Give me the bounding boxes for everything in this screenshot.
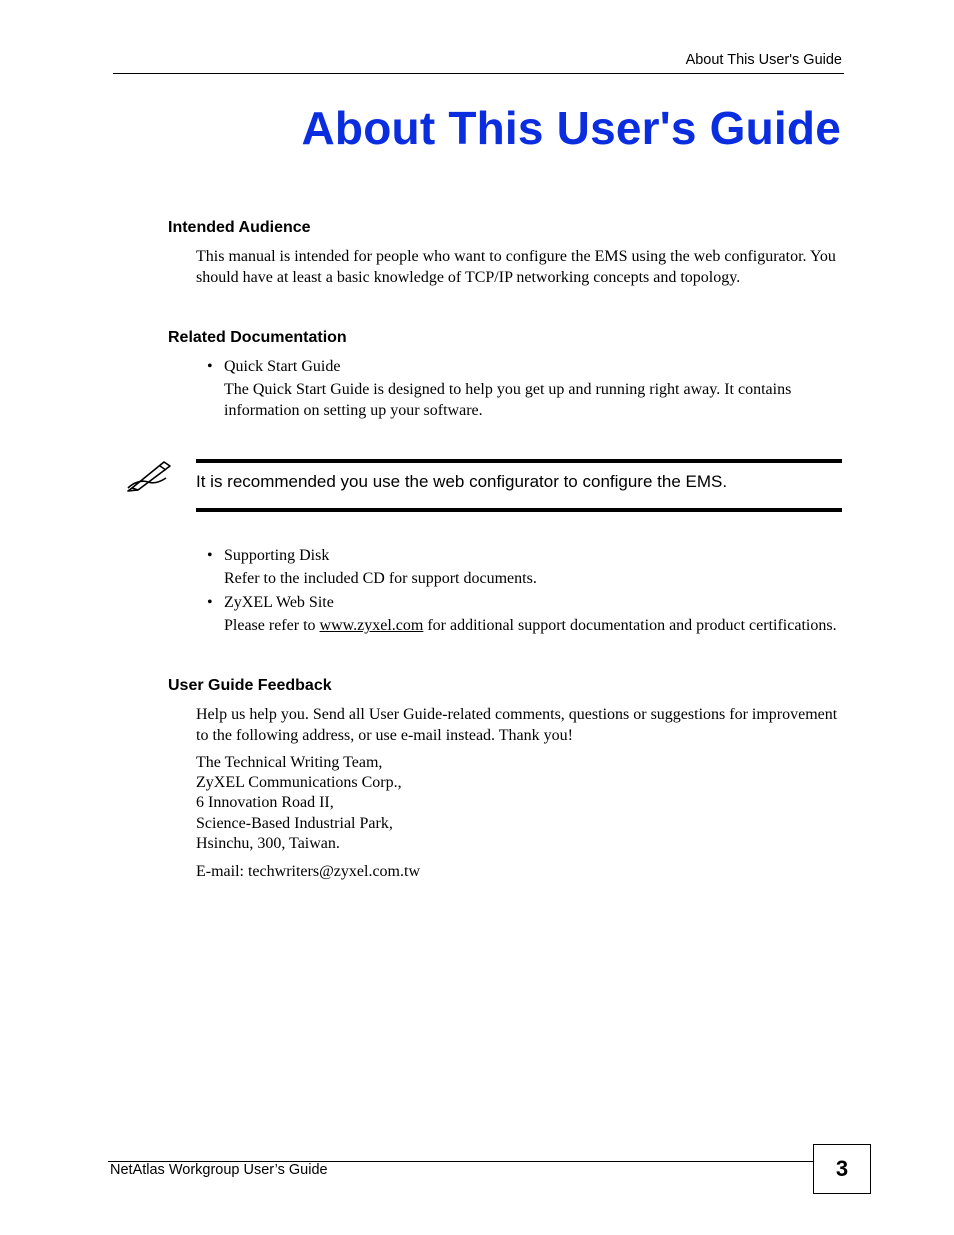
section-heading-intended-audience: Intended Audience (168, 219, 311, 236)
list-item-supporting-disk (207, 546, 329, 566)
email-line: E-mail: techwriters@zyxel.com.tw (196, 863, 420, 880)
running-header: About This User's Guide (685, 52, 842, 68)
page-number: 3 (813, 1144, 871, 1194)
header-rule (113, 73, 844, 74)
zyxel-website-link[interactable]: www.zyxel.com (319, 617, 424, 634)
feedback-paragraph: Help us help you. Send all User Guide-related comments, questions or suggestions for improvement to the following address, or use e-mail instead. Thank you! (196, 706, 838, 744)
address-line: ZyXEL Communications Corp., (196, 774, 402, 792)
address-line: Science-Based Industrial Park, (196, 814, 393, 832)
section-heading-related-documentation: Related Documentation (168, 329, 347, 346)
address-line: Hsinchu, 300, Taiwan. (196, 834, 340, 852)
address-line: 6 Innovation Road II, (196, 794, 334, 812)
list-item-title: ZyXEL Web Site (224, 594, 334, 611)
description-text: for additional support documentation and product certifications. (423, 617, 837, 634)
address-line: The Technical Writing Team, (196, 754, 383, 771)
list-item-description: The Quick Start Guide is designed to help you get up and running right away. It contains information on setting up your software. (224, 381, 792, 419)
note-top-rule (196, 459, 842, 463)
footer-document-title: NetAtlas Workgroup User’s Guide (110, 1162, 328, 1178)
list-item-description: Refer to the included CD for support documents. (224, 570, 537, 587)
list-item-title: Supporting Disk (224, 547, 330, 564)
list-item-title: Quick Start Guide (224, 358, 341, 375)
bullet-icon: • (207, 594, 213, 611)
list-item-zyxel-web-site (207, 593, 334, 613)
note-text: It is recommended you use the web configurator to configure the EMS. (196, 472, 728, 491)
bullet-icon: • (207, 358, 213, 375)
note-bottom-rule (196, 508, 842, 512)
mailing-address (196, 753, 846, 854)
intended-audience-paragraph: This manual is intended for people who want to configure the EMS using the web configurator. You should have at least a basic knowledge of TCP/IP networking concepts and topology. (196, 248, 836, 286)
bullet-icon: • (207, 547, 213, 564)
description-text: Please refer to (224, 617, 320, 634)
list-item-description (224, 616, 844, 637)
section-heading-user-guide-feedback: User Guide Feedback (168, 677, 332, 694)
pen-note-icon (124, 458, 174, 492)
page-title: About This User's Guide (301, 102, 841, 154)
list-item-quick-start-guide (207, 357, 340, 377)
